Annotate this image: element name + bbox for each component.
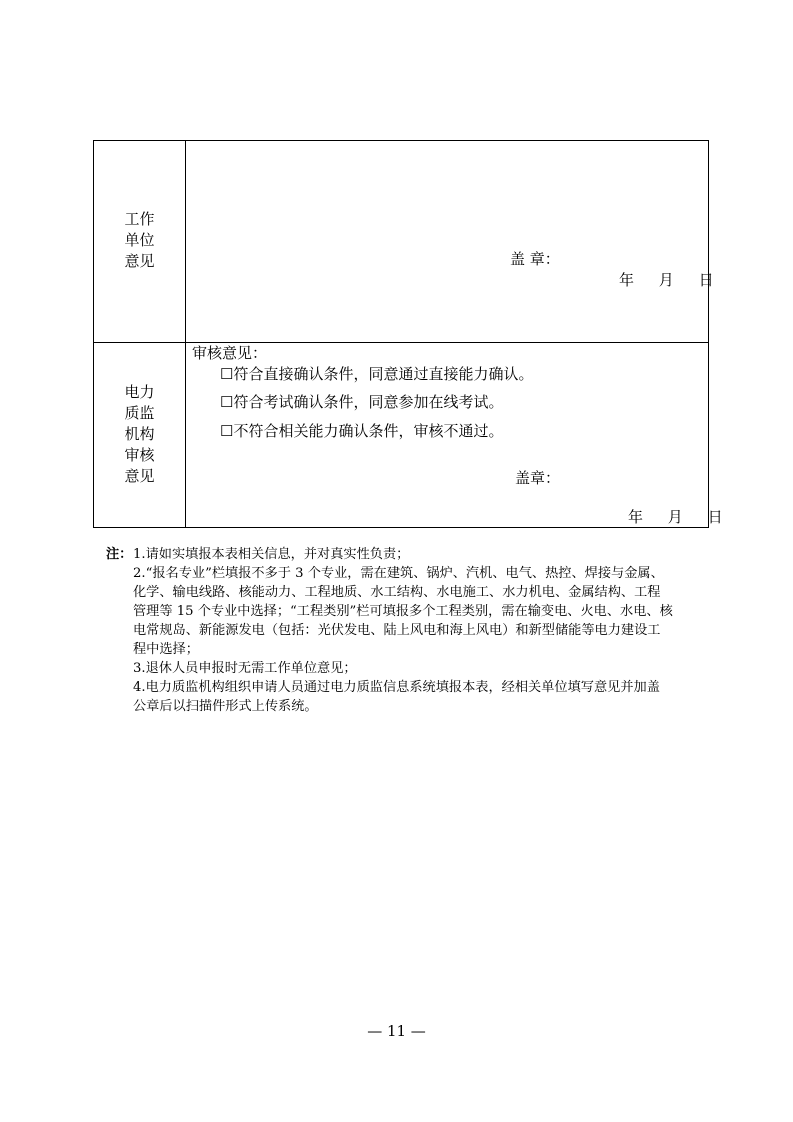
month-label: 月 [667, 508, 683, 526]
note-line: 化学、输电线路、核能动力、工程地质、水工结构、水电施工、水力机电、金属结构、工程 [133, 585, 661, 600]
notes-prefix: 注： [106, 547, 133, 562]
note-line: 2.“报名专业”栏填报不多于 3 个专业，需在建筑、锅炉、汽机、电气、热控、焊接与金属、 [133, 566, 664, 581]
note-line: 电常规岛、新能源发电（包括：光伏发电、陆上风电和海上风电）和新型储能等电力建设工 [133, 623, 661, 638]
label-line: 意见 [124, 467, 155, 485]
review-opinion-field[interactable] [186, 342, 723, 527]
work-unit-opinion-row [94, 141, 714, 343]
quality-supervision-review-row [94, 342, 723, 527]
work-unit-label [94, 209, 185, 272]
opinion-table [93, 140, 723, 528]
option-exam-confirmation[interactable]: ☐符合考试确认条件，同意参加在线考试。 [220, 393, 504, 411]
option-not-approved[interactable]: ☐不符合相关能力确认条件，审核不通过。 [220, 422, 504, 440]
label-line: 单位 [124, 231, 155, 249]
seal-label: 盖 章： [510, 250, 560, 268]
work-unit-label-cell [94, 141, 186, 342]
review-heading: 审核意见： [192, 344, 268, 362]
seal-label: 盖章： [515, 469, 561, 487]
label-line: 意见 [124, 252, 155, 270]
label-line: 质监 [124, 404, 155, 422]
day-label: 日 [707, 508, 723, 526]
work-unit-opinion-field[interactable] [186, 141, 714, 342]
page-number: — 11 — [367, 1022, 426, 1040]
year-label: 年 [628, 508, 644, 526]
note-line: 程中选择； [133, 642, 199, 657]
label-line: 电力 [124, 383, 155, 401]
note-line: 3.退休人员申报时无需工作单位意见； [133, 661, 357, 676]
option-direct-confirmation[interactable]: ☐符合直接确认条件，同意通过直接能力确认。 [220, 365, 534, 383]
note-line: 公章后以扫描件形式上传系统。 [133, 699, 318, 714]
month-label: 月 [658, 271, 674, 289]
date-line [619, 271, 714, 289]
review-label [94, 382, 185, 487]
note-line: 1.请如实填报本表相关信息，并对真实性负责； [133, 547, 410, 562]
note-line: 管理等 15 个专业中选择；“工程类别”栏可填报多个工程类别，需在输变电、火电、水电、核 [133, 604, 673, 619]
label-line: 机构 [124, 425, 155, 443]
day-label: 日 [698, 271, 714, 289]
year-label: 年 [619, 271, 635, 289]
review-label-cell [94, 342, 186, 527]
note-line: 4.电力质监机构组织申请人员通过电力质监信息系统填报本表，经相关单位填写意见并加盖 [133, 680, 660, 695]
label-line: 审核 [124, 446, 155, 464]
label-line: 工作 [124, 210, 155, 228]
date-line [628, 508, 723, 526]
